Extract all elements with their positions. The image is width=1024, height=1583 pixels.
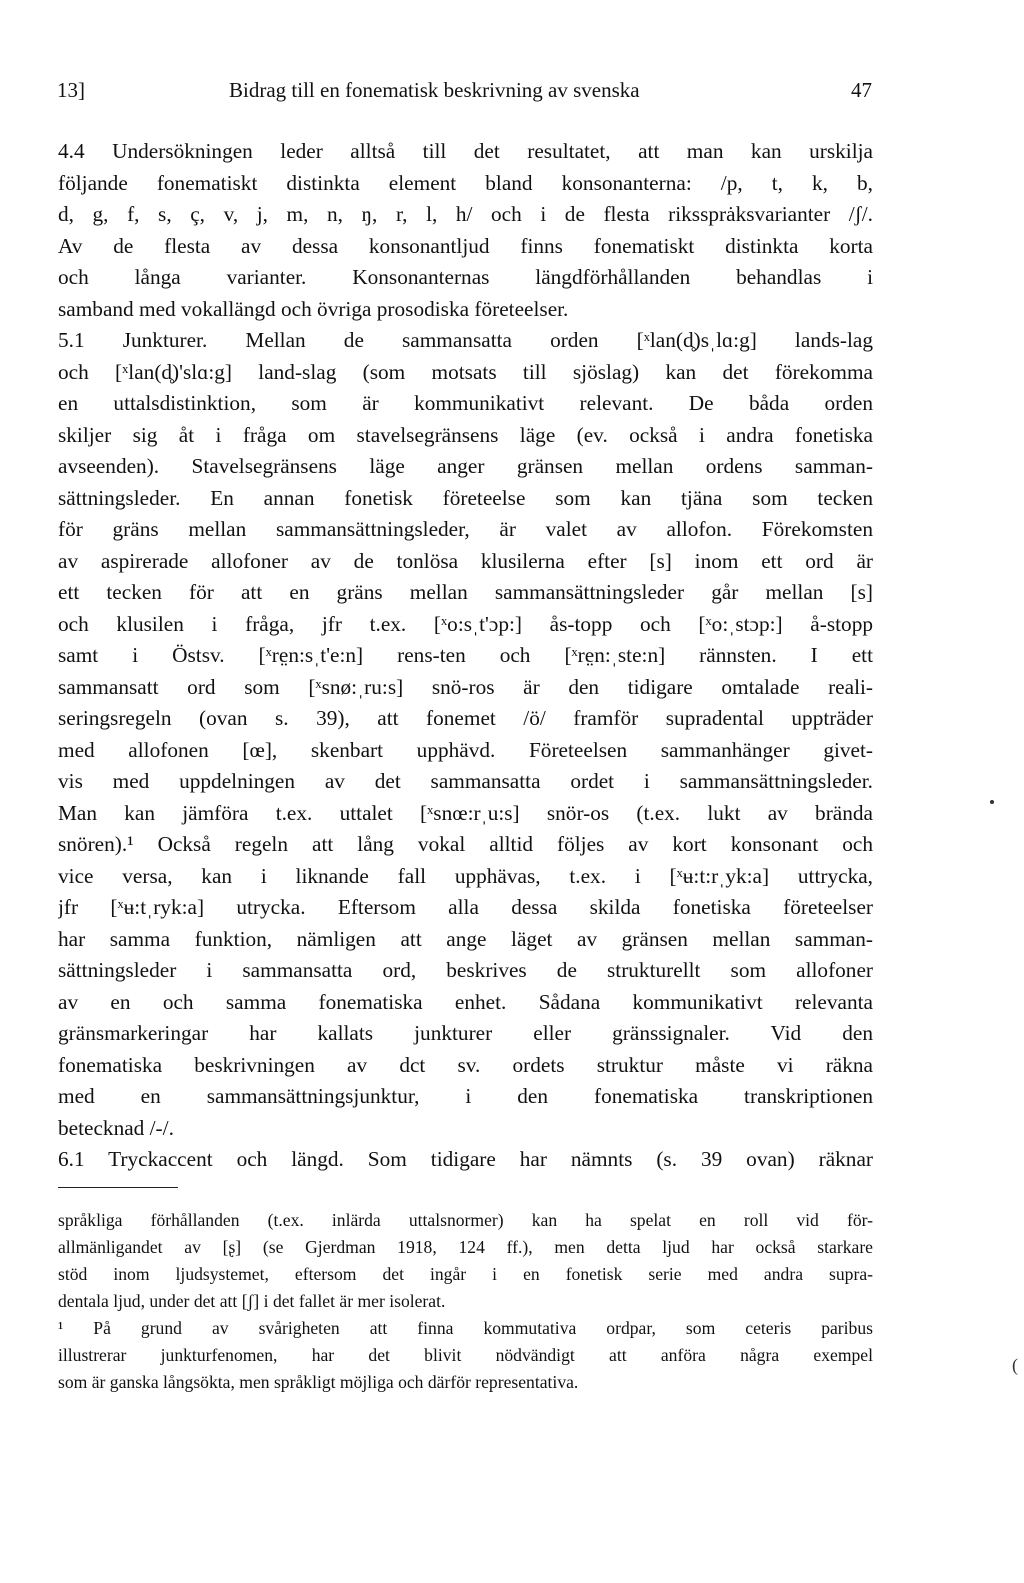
text-line: avseenden). Stavelsegränsens läge anger gränsen mellan ordens samman- [58, 454, 873, 478]
text-line: seringsregeln (ovan s. 39), att fonemet /ö/ framför supradental uppträder [58, 706, 873, 730]
text-line: ett tecken för att en gräns mellan sammansättningsleder går mellan [s] [58, 580, 873, 604]
margin-dot [990, 800, 994, 804]
text-line: d, g, f, s, ç, v, j, m, n, ŋ, r, l, h/ och i de flesta rikssprȧksvarianter /ʃ/. [58, 202, 873, 226]
text-line: 4.4 Undersökningen leder alltså till det resultatet, att man kan urskilja [58, 139, 873, 163]
text-line: och långa varianter. Konsonanternas längdförhållanden behandlas i [58, 265, 873, 289]
running-title: Bidrag till en fonematisk beskrivning av svenska [229, 78, 640, 102]
footnote-line: ¹ På grund av svårigheten att finna kommutativa ordpar, som ceteris paribus [58, 1318, 873, 1338]
text-line: vice versa, kan i liknande fall upphävas, t.ex. i [ˣʉ:t:rˌyk:a] uttrycka, [58, 863, 873, 888]
text-line: vis med uppdelningen av det sammansatta ordet i sammansättningsleder. [58, 769, 873, 793]
text-line: med allofonen [œ], skenbart upphävd. Företeelsen sammanhänger givet- [58, 737, 873, 762]
footnote-line: stöd inom ljudsystemet, eftersom det ingår i en fonetisk serie med andra supra- [58, 1264, 873, 1284]
page-number: 47 [851, 78, 872, 102]
text-line: sättningsleder. En annan fonetisk företeelse som kan tjäna som tecken [58, 485, 873, 510]
text-line: sättningsleder i sammansatta ord, beskrives de strukturellt som allofoner [58, 958, 873, 982]
running-header [57, 78, 872, 110]
text-line: Av de flesta av dessa konsonantljud finns fonematiskt distinkta korta [58, 233, 873, 258]
text-line: 5.1 Junkturer. Mellan de sammansatta orden [ˣlan(d̥)sˌlɑ:g] lands-lag [58, 328, 873, 352]
text-line: har samma funktion, nämligen att ange läget av gränsen mellan samman- [58, 926, 873, 951]
footnote-line: språkliga förhållanden (t.ex. inlärda uttalsnormer) kan ha spelat en roll vid för- [58, 1210, 873, 1230]
text-line: fonematiska beskrivningen av dct sv. ordets struktur måste vi räkna [58, 1052, 873, 1077]
text-line: jfr [ˣʉ:tˌryk:a] utrycka. Eftersom alla dessa skilda fonetiska företeelser [58, 895, 873, 919]
text-line: samband med vokallängd och övriga prosodiska företeelser. [58, 296, 569, 321]
text-line: av aspirerade allofoner av de tonlösa klusilerna efter [s] inom ett ord är [58, 548, 873, 573]
footnote-rule [58, 1187, 178, 1188]
text-line: gränsmarkeringar har kallats junkturer eller gränssignaler. Vid den [58, 1021, 873, 1045]
chapter-mark: 13] [57, 78, 85, 102]
text-line: skiljer sig åt i fråga om stavelsegränsens läge (ev. också i andra fonetiska [58, 422, 873, 447]
text-line: av en och samma fonematiska enhet. Sådana kommunikativt relevanta [58, 989, 873, 1014]
text-line: sammansatt ord som [ˣsnø:ˌru:s] snö-ros är den tidigare omtalade reali- [58, 674, 873, 699]
text-line: en uttalsdistinktion, som är kommunikativt relevant. De båda orden [58, 391, 873, 415]
text-line: följande fonematiskt distinkta element bland konsonanterna: /p, t, k, b, [58, 170, 873, 195]
footnote-line: dentala ljud, under det att [ʃ] i det fallet är mer isolerat. [58, 1291, 446, 1311]
text-line: betecknad /-/. [58, 1115, 174, 1140]
footnote-line: allmänligandet av [ʂ] (se Gjerdman 1918, 124 ff.), men detta ljud har också starkare [58, 1237, 873, 1257]
footnotes [58, 1207, 873, 1396]
footnote-line: illustrerar junkturfenomen, har det blivit nödvändigt att anföra några exempel [58, 1345, 873, 1365]
text-line: och [ˣlan(d̥)'slɑ:g] land-slag (som motsats till sjöslag) kan det förekomma [58, 359, 873, 384]
margin-mark: ( [1012, 1355, 1018, 1375]
text-line: för gräns mellan sammansättningsleder, är valet av allofon. Förekomsten [58, 517, 873, 541]
text-line: snören).¹ Också regeln att lång vokal alltid följes av kort konsonant och [58, 832, 873, 856]
text-line: och klusilen i fråga, jfr t.ex. [ˣo:sˌt'ɔp:] ås-topp och [ˣo:ˌstɔp:] å-stopp [58, 611, 873, 636]
text-line: Man kan jämföra t.ex. uttalet [ˣsnœ:rˌu:s] snör-os (t.ex. lukt av brända [58, 800, 873, 825]
body-text [58, 136, 873, 1176]
text-line: samt i Östsv. [ˣre̤n:sˌt'e:n] rens-ten och [ˣre̤n:ˌste:n] rännsten. I ett [58, 643, 873, 667]
footnote-line: som är ganska långsökta, men språkligt möjliga och därför representativa. [58, 1372, 579, 1392]
text-line: 6.1 Tryckaccent och längd. Som tidigare har nämnts (s. 39 ovan) räknar [58, 1147, 873, 1171]
text-line: med en sammansättningsjunktur, i den fonematiska transkriptionen [58, 1084, 873, 1108]
